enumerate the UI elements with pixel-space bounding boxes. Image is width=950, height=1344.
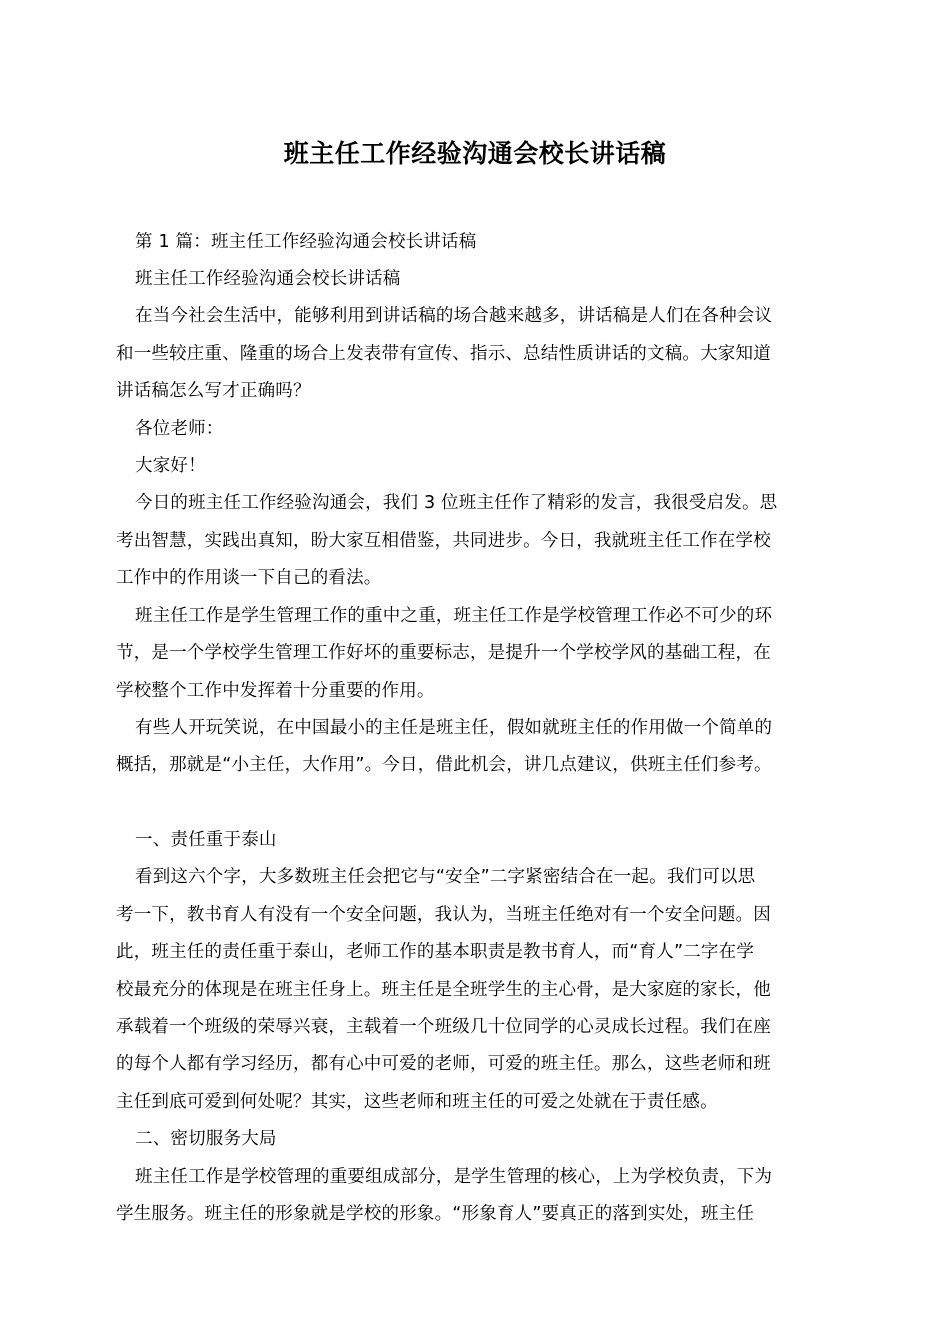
paragraph-line: 承载着一个班级的荣辱兴衰，主载着一个班级几十位同学的心灵成长过程。我们在座: [116, 1017, 771, 1037]
paragraph-line: 的每个人都有学习经历，都有心中可爱的老师，可爱的班主任。那么，这些老师和班: [116, 1054, 771, 1074]
subtitle-line: 班主任工作经验沟通会校长讲话稿: [135, 269, 401, 289]
paragraph-line: 此，班主任的责任重于泰山，老师工作的基本职责是教书育人，而“育人”二字在学: [116, 942, 755, 962]
paragraph-line: 有些人开玩笑说，在中国最小的主任是班主任，假如就班主任的作用做一个简单的: [135, 718, 773, 738]
document-title: 班主任工作经验沟通会校长讲话稿: [283, 139, 667, 168]
paragraph-line: 校最充分的体现是在班主任身上。班主任是全班学生的主心骨，是大家庭的家长，他: [116, 980, 771, 1000]
greeting-line: 大家好！: [135, 456, 206, 476]
paragraph-line: 和一些较庄重、隆重的场合上发表带有宣传、指示、总结性质讲话的文稿。大家知道: [116, 344, 771, 364]
paragraph-line: 主任到底可爱到何处呢？其实，这些老师和班主任的可爱之处就在于责任感。: [116, 1092, 718, 1112]
paragraph-line: 看到这六个字，大多数班主任会把它与“安全”二字紧密结合在一起。我们可以思: [135, 867, 756, 887]
chapter-heading: 第 1 篇：班主任工作经验沟通会校长讲话稿: [135, 232, 477, 252]
paragraph-line: 学校整个工作中发挥着十分重要的作用。: [116, 681, 435, 701]
paragraph-line: 工作中的作用谈一下自己的看法。: [116, 568, 382, 588]
salutation-line: 各位老师：: [135, 419, 224, 439]
paragraph-line: 概括，那就是“小主任，大作用”。今日，借此机会，讲几点建议，供班主任们参考。: [116, 755, 772, 775]
paragraph-line: 班主任工作是学校管理的重要组成部分，是学生管理的核心，上为学校负责，下为: [135, 1167, 773, 1187]
paragraph-line: 在当今社会生活中，能够利用到讲话稿的场合越来越多，讲话稿是人们在各种会议: [135, 306, 773, 326]
section-heading: 二、密切服务大局: [135, 1129, 277, 1149]
paragraph-line: 考一下，教书育人有没有一个安全问题，我认为，当班主任绝对有一个安全问题。因: [116, 905, 771, 925]
paragraph-line: 考出智慧，实践出真知，盼大家互相借鉴，共同进步。今日，我就班主任工作在学校: [116, 531, 771, 551]
paragraph-line: 节，是一个学校学生管理工作好坏的重要标志，是提升一个学校学风的基础工程，在: [116, 643, 771, 663]
section-heading: 一、责任重于泰山: [135, 830, 277, 850]
paragraph-line: 今日的班主任工作经验沟通会，我们 3 位班主任作了精彩的发言，我很受启发。思: [135, 493, 778, 513]
paragraph-line: 讲话稿怎么写才正确吗？: [116, 381, 311, 401]
paragraph-line: 学生服务。班主任的形象就是学校的形象。“形象育人”要真正的落到实处，班主任: [116, 1204, 755, 1224]
paragraph-line: 班主任工作是学生管理工作的重中之重，班主任工作是学校管理工作必不可少的环: [135, 606, 773, 626]
